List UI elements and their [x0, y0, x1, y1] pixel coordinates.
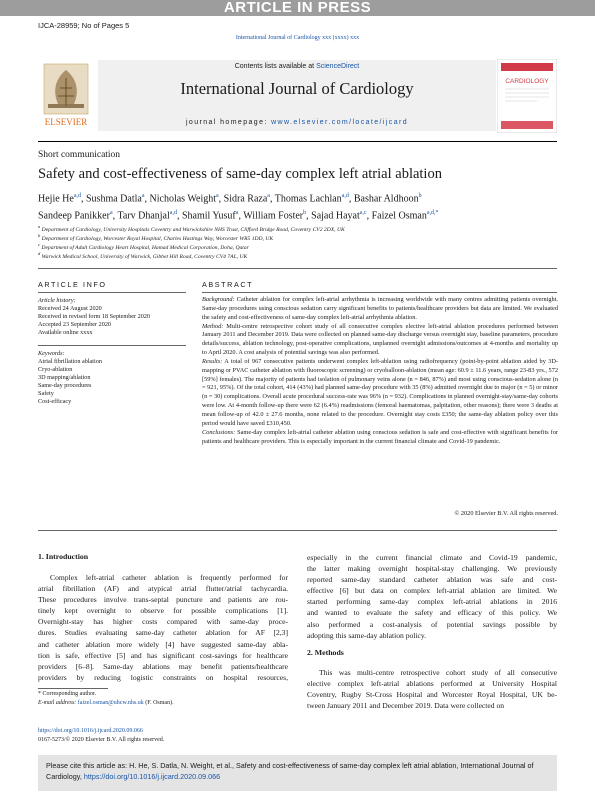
affiliation-item	[38, 242, 249, 251]
author-affil-sup[interactable]: b	[303, 210, 307, 217]
text-line: tion is safe, effective [5] and has significant cost-savings for healthcare	[38, 650, 288, 660]
author-affil-sup[interactable]: b	[418, 193, 422, 199]
author-name: Sajad Hayat	[311, 210, 360, 222]
intro-heading: 1. Introduction	[38, 552, 89, 561]
history-label: Article history:	[38, 297, 76, 304]
history-item: Accepted 23 September 2020	[38, 321, 112, 328]
article-info-heading: ARTICLE INFO	[38, 280, 107, 289]
intro-continued-text	[307, 552, 557, 641]
text-line: providers by reducing logistic constraints on hospital resources,	[38, 672, 288, 682]
abstract-conclusions: Conclusions: Same-day complex left-atrial catheter ablation using conscious sedation is safe and cost-effective with significant benefits for patients and healthcare providers. This is especially important in the current financial climate and Covid-19 pandemic.	[202, 428, 558, 445]
author-name: William Foster	[243, 210, 304, 222]
author-list	[38, 189, 558, 224]
citation-text: Please cite this article as: H. He, S. Datla, N. Weight, et al., Safety and cost-effectiveness of same-day complex left atrial ablation, International Journal of Cardiology, https://doi.org/10.1016/j.ijcard.2020.09.066	[46, 761, 534, 781]
keyword-item: 3D mapping/ablation	[38, 374, 91, 381]
author-affil-sup[interactable]: a	[216, 193, 219, 199]
banner-text: ARTICLE IN PRESS	[223, 0, 372, 16]
text-line: tween January 2011 and December 2019. Data were collected on	[307, 701, 505, 711]
text-line: Coventry, Rugby St-Cross Hospital and Worcester Royal Hospital, UK be-	[307, 690, 557, 700]
affiliation-sup: d	[38, 251, 41, 256]
article-title: Safety and cost-effectiveness of same-day complex left atrial ablation	[38, 166, 442, 182]
affiliation-item	[38, 251, 247, 260]
author-affil-sup[interactable]: a,d	[169, 210, 177, 217]
affiliation-sup: b	[38, 233, 41, 238]
keywords-label: Keywords:	[38, 350, 65, 357]
text-line: dures. Studies evaluating same-day catheter ablation for AF [2,3]	[38, 628, 288, 638]
author-name: Bashar Aldhoon	[353, 193, 419, 205]
history-item: Received 24 August 2020	[38, 305, 102, 312]
affiliation-text: Warwick Medical School, University of Warwick, Gibbet Hill Road, Coventry CV4 7AL, UK	[41, 253, 248, 260]
author-name: Sandeep Panikker	[38, 210, 110, 222]
history-item: Received in revised form 18 September 2020	[38, 313, 151, 320]
article-in-press-banner	[0, 0, 595, 16]
abstract-results: Results: A total of 967 consecutive patients underwent complex left-ablation using radiofrequency (point-by-point ablation aided by 3D-mapping or PVAC catheter ablation with fluoroscopic screening) or cryoballoon-ablation (mean age: 60.9 ± 11.6 years, range 23-83 yrs., 572 [59%] females). The majority of patients had isolation of pulmonary veins alone (n = 846, 87%) and most using conscious-sedation alone (n = 921, 95%). Of the total cohort, 414 (43%) had planned same-day procedure with 35 (8%) admitted overnight due to major (n = 5) or minor (n = 30) complications. Overall acute procedural success-rate was 96% (n = 932). Complications in planned overnight-stay/same-day cohorts were low. At 4-month follow-up there were 62 (6.4%) readmissions (femoral haematomas, palpitation, other reasons); there were 3 deaths at mean follow-up of 42.0 ± 27.6 months, none related to the procedure. Overnight stay costs £350; the same-day ablation policy over this period would have saved £310,450.	[202, 357, 558, 427]
contents-line	[98, 63, 496, 70]
text-line: elective complex left-atrial ablations performed at University Hospital	[307, 679, 557, 689]
text-line: tinely kept overnight to observe for possible complications [1].	[38, 606, 288, 616]
article-history	[38, 297, 150, 337]
keyword-item: Same-day procedures	[38, 382, 92, 389]
journal-citation-link[interactable]: International Journal of Cardiology xxx (xxxx) xxx	[235, 35, 360, 41]
author-affil-sup[interactable]: a,d,*	[426, 210, 439, 217]
intro-text	[38, 572, 288, 683]
article-info-rule	[38, 292, 186, 293]
author-line-1: Hejie He$^{a,d}$, Sushma Datla$^a$, Nicholas Weight$^a$, Sidra Raza$^a$, Thomas Lachlan$^{a,d}$, Bashar Aldhoon$^b$	[38, 193, 422, 205]
email-link[interactable]: faizel.osman@uhcw.nhs.uk	[77, 700, 144, 706]
journal-title: International Journal of Cardiology	[180, 79, 414, 98]
affiliation-text: Department of Cardiology, Worcester Royal Hospital, Charles Hastings Way, Worcester WR5 1DD, UK	[41, 235, 274, 242]
methods-text	[307, 667, 557, 711]
affiliation-item	[38, 224, 345, 233]
text-line: This was multi-centre retrospective cohort study of all consecutive	[319, 668, 557, 677]
citation-doi-link[interactable]: https://doi.org/10.1016/j.ijcard.2020.09.066	[83, 772, 221, 781]
author-name: Sidra Raza	[223, 193, 268, 205]
keyword-list	[38, 358, 102, 406]
text-line: providers [6–8]. Same-day ablations may benefit patients/healthcare	[38, 661, 288, 671]
abstract-background: Background: Catheter ablation for complex left-atrial arrhythmia is increasing worldwide with many centres admitting patients overnight. Same-day procedures using conscious sedation carry significant benefits to patients/healthcare providers but data are limited. We evaluated the safety and cost-effectiveness of same-day complex left-atrial arrhythmia ablation.	[202, 296, 558, 321]
author-affil-sup[interactable]: a	[267, 193, 270, 199]
article-type: Short communication	[38, 150, 121, 160]
journal-homepage	[98, 119, 496, 126]
abstract-body	[202, 296, 558, 446]
text-line: also performed a cost-analysis of potential savings possible by	[307, 619, 557, 629]
author-affil-sup[interactable]: a	[141, 193, 145, 199]
footnote-corresponding: * Corresponding author.	[38, 691, 97, 697]
abstract-copyright: © 2020 Elsevier B.V. All rights reserved.	[454, 510, 558, 517]
sciencedirect-link[interactable]: ScienceDirect	[316, 63, 360, 70]
author-name: Thomas Lachlan	[274, 193, 342, 205]
keywords	[38, 350, 102, 406]
abstract-rule	[202, 292, 557, 293]
author-name: Sushma Datla	[86, 193, 142, 205]
cover-title: CARDIOLOGY	[505, 78, 549, 85]
affiliation-item	[38, 233, 273, 242]
author-name: Shamil Yusuf	[181, 210, 236, 222]
author-name: Faizel Osman	[371, 210, 427, 222]
author-affil-sup[interactable]: a,d	[341, 193, 349, 199]
text-line: started performing same-day complex left-atrial ablations in 2016	[307, 597, 557, 607]
keyword-item: Safety	[38, 390, 54, 397]
history-rule	[38, 345, 186, 346]
affiliation-rule	[38, 268, 557, 269]
masthead-rule	[38, 141, 557, 142]
author-name: Tarv Dhanjal	[117, 210, 170, 222]
keyword-item: Cost-efficacy	[38, 398, 72, 405]
affiliation-sup: a	[38, 224, 41, 229]
footnote-email: E-mail address: faizel.osman@uhcw.nhs.uk (F. Osman).	[38, 700, 174, 706]
homepage-link[interactable]: www.elsevier.com/locate/ijcard	[271, 119, 409, 126]
text-line: Overnight-stay has higher costs compared with same-day proce-	[38, 617, 288, 627]
journal-cover-image	[497, 59, 557, 133]
text-line: especially in the current financial climate and Covid-19 pandemic,	[307, 553, 557, 562]
publisher-wordmark: ELSEVIER	[44, 117, 88, 127]
author-affil-sup[interactable]: a,d	[73, 193, 81, 199]
text-line: reported same-day standard catheter ablation was safe and cost-	[307, 575, 557, 585]
abstract-method: Method: Multi-centre retrospective cohort study of all consecutive complex elective left-atrial ablation procedures performed between January 2011 and December 2019. Data were collected on planned same-day discharge versus overnight stay, baseline parameters, procedure details/success, ablation technology, post-operative complications, unplanned overnight admissions/outcomes at 4-months and mortality up to April 2020. A cost analysis of potential savings was also performed.	[202, 322, 558, 357]
issn-line: 0167-5273/© 2020 Elsevier B.V. All rights reserved.	[38, 737, 165, 743]
author-affil-sup[interactable]: a	[109, 210, 113, 217]
text-line: the latter making overnight hospital-stay challenging. We previously	[307, 564, 557, 574]
text-line: adopting this same-day ablation policy.	[307, 630, 427, 640]
contents-prefix: Contents lists available at	[234, 63, 317, 70]
author-affil-sup[interactable]: a,c	[359, 210, 367, 217]
affiliation-text: Department of Adult Cardiology Heart Hospital, Hamad Medical Corporation, Doha, Qatar	[41, 244, 249, 251]
abstract-heading: ABSTRACT	[202, 280, 254, 289]
author-line-2: Sandeep Panikker$^a$, Tarv Dhanjal$^{a,d}$, Shamil Yusuf$^a$, William Foster$^b$, Sajad Hayat$^{a,c}$, Faizel Osman$^{a,d,*}$	[38, 210, 439, 222]
text-line: Complex left-atrial catheter ablation is frequently performed for	[50, 573, 288, 582]
methods-heading: 2. Methods	[307, 648, 344, 657]
author-name: Hejie He	[38, 193, 74, 205]
text-line: atrial fibrillation (AF) and atypical atrial flutter/atrial tachycardia.	[38, 584, 288, 594]
keyword-item: Atrial fibrillation ablation	[38, 358, 102, 365]
footnote-rule	[38, 688, 108, 689]
author-affil-sup[interactable]: a	[235, 210, 239, 217]
journal-id: IJCA-28959; No of Pages 5	[38, 21, 130, 30]
body-rule	[38, 530, 557, 531]
text-line: effective [6] but data on complex left-atrial ablation are limited. We	[307, 586, 557, 596]
text-line: and wanted to evaluate the safety and efficacy of this policy. We	[307, 608, 557, 618]
article-doi-link[interactable]: https://doi.org/10.1016/j.ijcard.2020.09.066	[38, 728, 143, 734]
affiliation-text: Department of Cardiology, University Hospitals Coventry and Warwickshire NHS Trust, Clifford Bridge Road, Coventry CV2 2DX, UK	[41, 226, 345, 233]
history-item: Available online xxxx	[38, 329, 93, 336]
keyword-item: Cryo-ablation	[38, 366, 73, 373]
elsevier-logo	[38, 60, 94, 131]
affiliation-sup: c	[38, 242, 40, 247]
author-name: Nicholas Weight	[149, 193, 216, 205]
text-line: and catheter ablation more widely [4] have suggested same-day abla-	[38, 639, 288, 649]
text-line: These procedures involve trans-septal puncture and patients are rou-	[38, 595, 288, 605]
homepage-prefix: journal homepage:	[185, 119, 272, 126]
history-list	[38, 305, 150, 337]
